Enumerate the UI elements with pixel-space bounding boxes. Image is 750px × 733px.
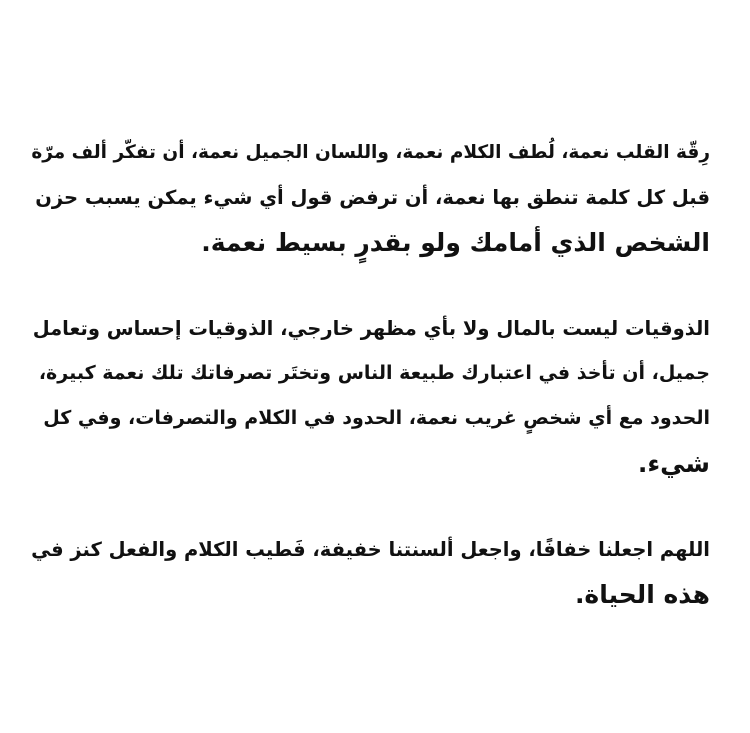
- text-line: رِقّة القلب نعمة، لُطف الكلام نعمة، واللسان الجميل نعمة، أن تفكّر ألف مرّة: [31, 142, 710, 163]
- paragraph-manners: [30, 306, 710, 486]
- text-line: الذوقيات ليست بالمال ولا بأي مظهر خارجي، الذوقيات إحساس وتعامل: [32, 317, 710, 340]
- text-line: اللهم اجعلنا خفافًا، واجعل ألسنتنا خفيفة، فَطيب الكلام والفعل كنز في: [31, 538, 710, 561]
- text-line: هذه الحياة.: [574, 580, 710, 609]
- paragraph-kindness: [30, 130, 710, 265]
- text-line: قبل كل كلمة تنطق بها نعمة، أن ترفض قول أي شيء يمكن يسبب حزن: [35, 186, 710, 209]
- text-line: جميل، أن تأخذ في اعتبارك طبيعة الناس وتختَر تصرفاتك تلك نعمة كبيرة،: [38, 362, 710, 384]
- text-line: الشخص الذي أمامك ولو بقدرٍ بسيط نعمة.: [201, 228, 710, 257]
- text-line: الحدود مع أي شخصٍ غريب نعمة، الحدود في الكلام والتصرفات، وفي كل: [43, 407, 710, 429]
- paragraph-prayer: [30, 527, 710, 617]
- text-line: شيء.: [637, 449, 710, 478]
